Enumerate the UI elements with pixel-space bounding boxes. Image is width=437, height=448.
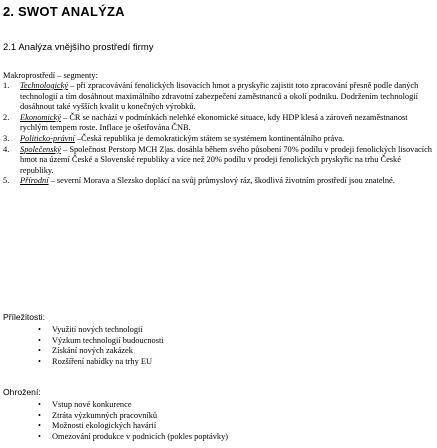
list-item — [38, 421, 228, 432]
list-item-text: Omezování produkce v podnicích (pokles poptávky) — [52, 431, 229, 441]
bullet-icon: • — [38, 400, 41, 409]
threats-list — [38, 400, 228, 442]
segment-text: – severní Morava a Slezsko doplácí na svůj průmyslový ráz, škodlivá životním prostředí jsou znatelné. — [48, 176, 395, 186]
bullet-icon: • — [38, 325, 41, 334]
segment-text: – ČR se nachází v podmínkách nelehké ekonomické situace, kdy HDP klesá a zároveň nezaměstnanost rychlým tempem roste. Inflace je ošetřována ČNB. — [20, 112, 408, 133]
bullet-icon: • — [38, 410, 41, 420]
segments-intro: Makroprostředí – segmenty: — [3, 71, 98, 80]
list-item-text: Možnosti ekologických havárií — [52, 421, 157, 431]
list-item — [38, 357, 164, 368]
bullet-icon: • — [38, 421, 41, 431]
segment-item — [3, 145, 433, 177]
bullet-icon: • — [38, 356, 41, 366]
segments-list — [3, 81, 433, 187]
segment-number: 4. — [3, 144, 10, 154]
segment-number: 2. — [3, 112, 10, 122]
subsection-heading: 2.1 Analýza vnějšího prostředí firmy — [3, 42, 154, 53]
threats-label: Ohrožení: — [3, 387, 41, 397]
segment-number: 5. — [3, 176, 10, 186]
segment-name: Společenský — [20, 144, 61, 154]
list-item-text: Rozšíření nabídky na trhy EU — [52, 356, 153, 366]
list-item-text: Ztráta výzkumných pracovníků — [52, 410, 158, 420]
segment-text: – Společnost Perstorp MCH Z|as. dosáhla během svého působení 70% podílu v prodeji fenolických lisovacích hmot na území České a Slovenské republiky a více než 20% podílu v prodeji fenolických pryskyřic na trhu České republiky. — [20, 144, 432, 175]
segment-name: Politicko-právní — [20, 133, 75, 143]
list-item-text: Získání nových zakázek — [52, 346, 133, 356]
segment-name: Přírodní — [20, 176, 49, 186]
segment-item — [3, 176, 433, 187]
segment-text: – při zpracovávání fenolických lisovacích hmot a pryskyřic zajistit toto zpracování přesně podle daných technologií a tím dosáhnout maximálního zdravotní zabezpečení zaměstnanců a okolí podniku. Dodržením technologií dosáhnout také vyšších kvalit u konečných výrobků. — [20, 81, 419, 112]
segment-item — [3, 113, 433, 134]
section-heading: 2. SWOT ANALÝZA — [3, 4, 125, 19]
segment-item — [3, 81, 433, 113]
list-item-text: Vstup nové konkurence — [52, 400, 132, 409]
list-item — [38, 432, 228, 443]
bullet-icon: • — [38, 346, 41, 356]
segment-name: Ekonomický — [20, 112, 61, 122]
bullet-icon: • — [38, 335, 41, 345]
segment-item — [3, 134, 433, 145]
list-item — [38, 346, 164, 357]
segment-number: 3. — [3, 133, 10, 143]
list-item — [38, 400, 228, 411]
list-item — [38, 325, 164, 336]
list-item-text: Výzkum technologií budoucnosti — [52, 335, 164, 345]
list-item — [38, 336, 164, 347]
opportunities-list — [38, 325, 164, 367]
segment-text: –Česká republika je demokratickým státem se systémem kontinentálního práva. — [74, 133, 345, 143]
segment-number: 1. — [3, 81, 10, 90]
opportunities-label: Příležitosti: — [3, 312, 46, 322]
bullet-icon: • — [38, 431, 41, 441]
list-item — [38, 411, 228, 422]
segment-name: Technologický — [20, 81, 69, 90]
list-item-text: Využití nových technologií — [52, 325, 143, 334]
